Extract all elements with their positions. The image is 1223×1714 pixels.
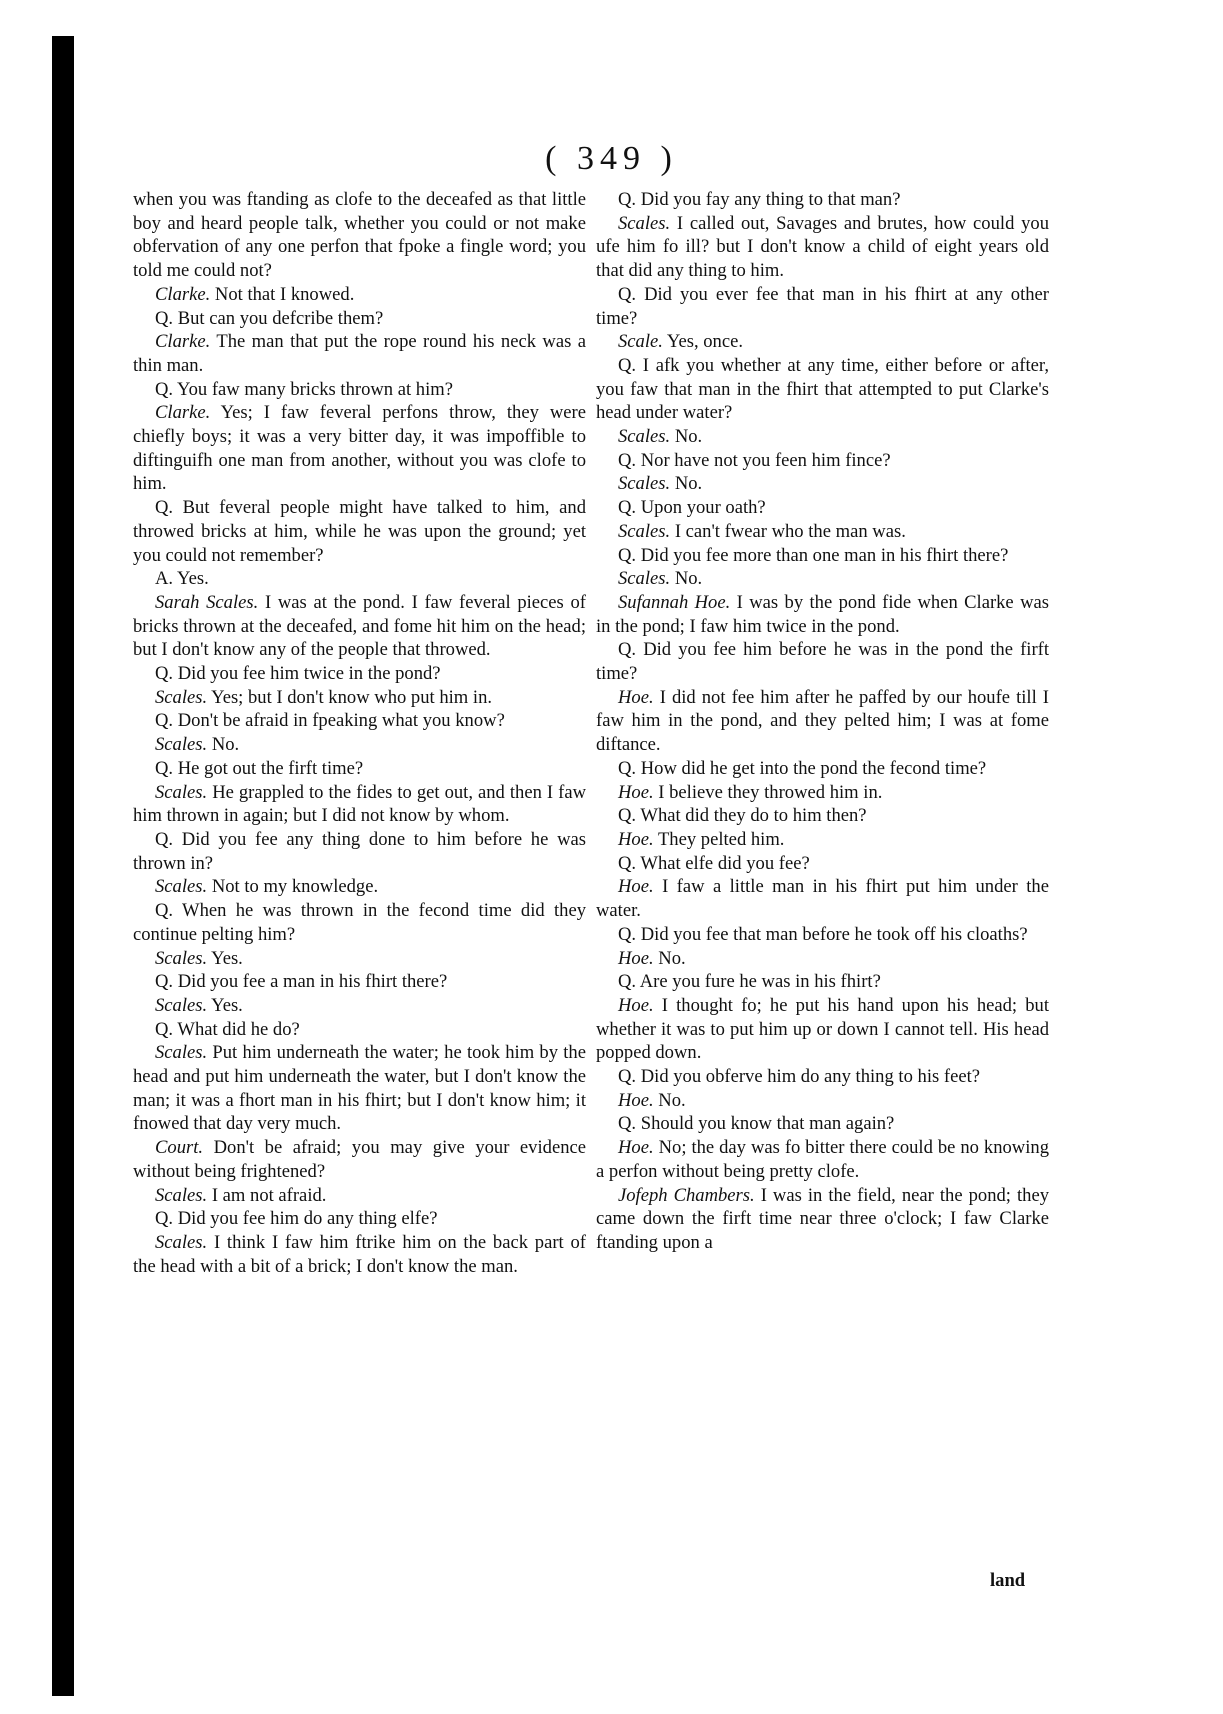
transcript-paragraph <box>596 1136 1049 1183</box>
paragraph-text: Q. What did he do? <box>155 1018 300 1040</box>
transcript-paragraph <box>133 1231 586 1278</box>
transcript-paragraph <box>133 496 586 567</box>
transcript-paragraph <box>596 188 1049 212</box>
speaker-name: Scales. <box>155 1042 208 1064</box>
transcript-paragraph <box>133 709 586 733</box>
paragraph-text: Not that I knowed. <box>214 283 355 305</box>
paragraph-text: Q. Should you know that man again? <box>618 1113 895 1135</box>
speaker-name: Hoe. <box>618 686 654 708</box>
paragraph-text: Yes. <box>211 994 243 1016</box>
transcript-paragraph <box>133 757 586 781</box>
transcript-paragraph <box>596 970 1049 994</box>
paragraph-text: Q. Did you fee any thing done to him before he was thrown in? <box>133 828 586 874</box>
paragraph-text: Q. How did he get into the pond the fecond time? <box>618 757 987 779</box>
transcript-paragraph <box>596 638 1049 685</box>
transcript-paragraph <box>133 1207 586 1231</box>
transcript-paragraph <box>133 591 586 662</box>
speaker-name: Scales. <box>618 212 671 234</box>
transcript-paragraph <box>596 283 1049 330</box>
paragraph-text: Q. Did you fee him do any thing elfe? <box>155 1208 438 1230</box>
transcript-paragraph <box>596 1065 1049 1089</box>
transcript-paragraph <box>133 947 586 971</box>
speaker-name: Scales. <box>155 1231 208 1253</box>
paragraph-text: Q. Did you fee more than one man in his fhirt there? <box>618 544 1009 566</box>
speaker-name: Scales. <box>155 876 208 898</box>
paragraph-text: No; the day was fo bitter there could be no knowing a perfon without being pretty clofe. <box>596 1137 1049 1182</box>
transcript-paragraph <box>596 828 1049 852</box>
paragraph-text: I faw a little man in his fhirt put him under the water. <box>596 876 1049 922</box>
paragraph-text: I thought fo; he put his hand upon his head; but whether it was to put him up or down I cannot tell. His head popped down. <box>596 994 1049 1064</box>
transcript-paragraph <box>596 1089 1049 1113</box>
transcript-paragraph <box>133 662 586 686</box>
transcript-paragraph <box>133 307 586 331</box>
speaker-name: Clarke. <box>155 283 211 305</box>
transcript-paragraph <box>133 686 586 710</box>
speaker-name: Scales. <box>618 473 671 495</box>
paragraph-text: Yes, once. <box>666 331 743 353</box>
catchword: land <box>990 1570 1026 1591</box>
paragraph-text: Q. Did you fay any thing to that man? <box>618 189 901 210</box>
paragraph-text: No. <box>211 734 240 756</box>
paragraph-text: Yes; I faw feveral perfons throw, they were chiefly boys; it was a very bitter day, it was impoffible to diftinguifh one man from another, without you was clofe to him. <box>133 402 586 495</box>
paragraph-text: I think I faw him ftrike him on the back part of the head with a bit of a brick; I don't know the man. <box>133 1231 586 1277</box>
paragraph-text: Put him underneath the water; he took him by the head and put him underneath the water, but I don't know the man; it was a fhort man in his fhirt; but I don't know him; it fnowed that day very much. <box>133 1042 586 1135</box>
transcript-paragraph <box>133 567 586 591</box>
paragraph-text: Not to my knowledge. <box>211 876 379 898</box>
transcript-paragraph <box>133 283 586 307</box>
speaker-name: Sufannah Hoe. <box>618 591 731 613</box>
speaker-name: Jofeph Chambers. <box>618 1184 755 1206</box>
transcript-paragraph <box>596 757 1049 781</box>
speaker-name: Scales. <box>618 426 671 448</box>
speaker-name: Sarah Scales. <box>155 591 259 613</box>
paragraph-text: A. Yes. <box>155 568 209 590</box>
paragraph-text: when you was ftanding as clofe to the deceafed as that little boy and heard people talk, whether you could or not make obfervation of any one perfon that fpoke a fingle word; you told me could not? <box>133 189 586 282</box>
paragraph-text: Q. What did they do to him then? <box>618 805 867 827</box>
speaker-name: Hoe. <box>618 994 654 1016</box>
paragraph-text: No. <box>674 426 703 448</box>
speaker-name: Hoe. <box>618 1137 654 1159</box>
binding-shadow-bar <box>52 36 74 1696</box>
transcript-paragraph <box>596 686 1049 757</box>
speaker-name: Clarke. <box>155 402 211 424</box>
speaker-name: Scales. <box>618 520 671 542</box>
speaker-name: Scales. <box>155 734 208 756</box>
paragraph-text: Q. You faw many bricks thrown at him? <box>155 378 453 400</box>
transcript-paragraph <box>133 401 586 496</box>
speaker-name: Hoe. <box>618 781 654 803</box>
paragraph-text: Q. Did you obferve him do any thing to his feet? <box>618 1066 980 1088</box>
speaker-name: Hoe. <box>618 947 654 969</box>
transcript-paragraph <box>596 591 1049 638</box>
speaker-name: Scale. <box>618 331 663 353</box>
transcript-paragraph <box>133 733 586 757</box>
transcript-paragraph <box>133 1041 586 1136</box>
paragraph-text: I did not fee him after he paffed by our houfe till I faw him in the pond, and they pelted him; I was at fome diftance. <box>596 686 1049 756</box>
transcript-paragraph <box>133 875 586 899</box>
transcript-paragraph <box>133 1136 586 1183</box>
paragraph-text: Q. Nor have not you feen him fince? <box>618 449 891 471</box>
transcript-paragraph <box>133 781 586 828</box>
transcript-paragraph <box>596 923 1049 947</box>
transcript-paragraph <box>596 520 1049 544</box>
transcript-paragraph <box>596 567 1049 591</box>
paragraph-text: Yes; but I don't know who put him in. <box>211 686 493 708</box>
transcript-paragraph <box>596 496 1049 520</box>
left-column <box>133 188 586 1278</box>
paragraph-text: They pelted him. <box>657 828 785 850</box>
transcript-paragraph <box>596 354 1049 425</box>
page-number: ( 349 ) <box>545 140 678 177</box>
transcript-paragraph <box>133 994 586 1018</box>
paragraph-text: Q. But feveral people might have talked to him, and throwed bricks at him, while he was upon the ground; yet you could not remember? <box>133 497 586 566</box>
transcript-paragraph <box>133 1018 586 1042</box>
transcript-paragraph <box>596 330 1049 354</box>
transcript-paragraph <box>596 781 1049 805</box>
right-column <box>596 188 1049 1255</box>
transcript-paragraph <box>596 994 1049 1065</box>
paragraph-text: Q. Upon your oath? <box>618 497 766 519</box>
transcript-paragraph <box>133 828 586 875</box>
paragraph-text: Q. Don't be afraid in fpeaking what you know? <box>155 710 505 732</box>
paragraph-text: I was in the field, near the pond; they came down the firft time near three o'clock; I faw Clarke ftanding upon a <box>596 1184 1049 1253</box>
transcript-paragraph <box>596 212 1049 283</box>
speaker-name: Scales. <box>155 947 208 969</box>
paragraph-text: I called out, Savages and brutes, how could you ufe him fo ill? but I don't know a child of eight years old that did any thing to him. <box>596 212 1050 282</box>
speaker-name: Hoe. <box>618 828 654 850</box>
speaker-name: Scales. <box>155 781 208 803</box>
speaker-name: Scales. <box>155 994 208 1016</box>
paragraph-text: Q. Did you fee that man before he took off his cloaths? <box>618 923 1028 945</box>
paragraph-text: Q. What elfe did you fee? <box>618 852 810 874</box>
paragraph-text: No. <box>674 568 703 590</box>
paragraph-text: No. <box>674 473 703 495</box>
paragraph-text: Q. Did you fee him before he was in the pond the firft time? <box>596 639 1049 685</box>
paragraph-text: No. <box>658 947 686 969</box>
paragraph-text: I was at the pond. I faw feveral pieces of bricks thrown at the deceafed, and fome hit him on the head; but I don't know any of the people that throwed. <box>133 591 586 661</box>
paragraph-text: He grappled to the fides to get out, and then I faw him thrown in again; but I did not know by whom. <box>133 781 586 827</box>
paragraph-text: Q. He got out the firft time? <box>155 757 364 779</box>
speaker-name: Clarke. <box>155 331 211 353</box>
paragraph-text: Don't be afraid; you may give your evidence without being frightened? <box>133 1137 586 1182</box>
transcript-paragraph <box>133 188 586 283</box>
speaker-name: Scales. <box>618 568 671 590</box>
transcript-paragraph <box>596 472 1049 496</box>
paragraph-text: Q. I afk you whether at any time, either before or after, you faw that man in the fhirt that attempted to put Clarke's head under water? <box>596 354 1049 424</box>
paragraph-text: Q. When he was thrown in the fecond time did they continue pelting him? <box>133 900 586 945</box>
speaker-name: Court. <box>155 1137 204 1159</box>
paragraph-text: Q. Did you fee him twice in the pond? <box>155 663 441 685</box>
transcript-paragraph <box>596 947 1049 971</box>
paragraph-text: The man that put the rope round his neck was a thin man. <box>133 331 587 376</box>
paragraph-text: Q. But can you defcribe them? <box>155 307 384 329</box>
paragraph-text: I am not afraid. <box>211 1184 327 1206</box>
transcript-paragraph <box>596 852 1049 876</box>
paragraph-text: I believe they throwed him in. <box>658 781 883 803</box>
paragraph-text: Q. Did you ever fee that man in his fhirt at any other time? <box>596 283 1049 329</box>
transcript-paragraph <box>133 330 586 377</box>
speaker-name: Scales. <box>155 1184 208 1206</box>
transcript-paragraph <box>596 1112 1049 1136</box>
transcript-paragraph <box>596 804 1049 828</box>
transcript-paragraph <box>596 449 1049 473</box>
transcript-paragraph <box>133 899 586 946</box>
transcript-paragraph <box>133 1184 586 1208</box>
paragraph-text: Yes. <box>211 947 243 969</box>
transcript-paragraph <box>596 425 1049 449</box>
speaker-name: Scales. <box>155 686 208 708</box>
transcript-paragraph <box>596 1184 1049 1255</box>
speaker-name: Hoe. <box>618 876 654 898</box>
paragraph-text: No. <box>658 1089 686 1111</box>
transcript-paragraph <box>133 970 586 994</box>
speaker-name: Hoe. <box>618 1089 654 1111</box>
transcript-paragraph <box>133 378 586 402</box>
paragraph-text: Q. Are you fure he was in his fhirt? <box>618 971 881 993</box>
paragraph-text: Q. Did you fee a man in his fhirt there? <box>155 971 448 993</box>
transcript-paragraph <box>596 875 1049 922</box>
transcript-paragraph <box>596 544 1049 568</box>
paragraph-text: I was by the pond fide when Clarke was in the pond; I faw him twice in the pond. <box>596 591 1049 637</box>
paragraph-text: I can't fwear who the man was. <box>674 520 906 542</box>
